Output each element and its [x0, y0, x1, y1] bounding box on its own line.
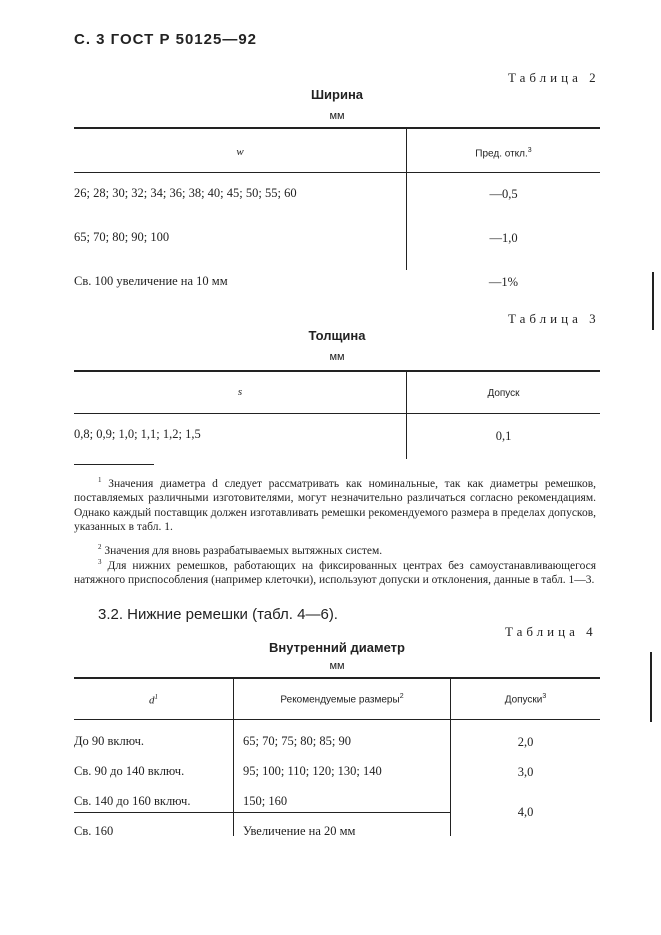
table2-header-rule: [74, 172, 600, 173]
scan-mark: [652, 272, 654, 330]
table4-row4-sizes: Увеличение на 20 мм: [243, 824, 356, 838]
section-title: 3.2. Нижние ремешки (табл. 4—6).: [98, 606, 338, 623]
table2-row2-w: 65; 70; 80; 90; 100: [74, 230, 170, 244]
table3-col-divider: [406, 371, 407, 459]
table2-row1-dev: —0,5: [489, 187, 518, 201]
table2-col-w: w: [236, 146, 244, 158]
table4-row1-d: До 90 включ.: [74, 734, 145, 748]
table2-row1-w: 26; 28; 30; 32; 34; 36; 38; 40; 45; 50; 55; 60: [74, 186, 297, 200]
table4-unit: мм: [329, 660, 345, 672]
table4-col-tol: Допуски$^3$: [504, 693, 547, 706]
table2-label: Таблица 2: [508, 70, 600, 85]
table4-row2-tol: 3,0: [517, 765, 534, 779]
table4-header-rule: [74, 719, 600, 720]
table3-col-s: s: [237, 386, 243, 398]
table4-row4-d: Св. 160: [74, 824, 114, 838]
footnote-2: $^2$ Значения для вновь разрабатываемых вытяжных систем.: [98, 543, 383, 557]
footnote-rule: [74, 464, 154, 465]
footnote-3: $^3$ Для нижних ремешков, работающих на фиксированных центрах без самоустанавливающегося натяжного приспособления (например клеточки), используют допуски и отклонения, данные в табл. 1—3.: [74, 558, 597, 587]
table4-top-rule: [74, 677, 600, 679]
scan-mark: [650, 652, 652, 722]
table2-row2-dev: —1,0: [489, 231, 518, 245]
table4-row3-d: Св. 140 до 160 включ.: [74, 794, 191, 808]
table4-col-sizes: Рекомендуемые размеры$^2$: [280, 693, 404, 706]
table4-row3-sizes: 150; 160: [243, 794, 288, 808]
table2-unit: мм: [329, 110, 345, 122]
table4-label: Таблица 4: [505, 624, 597, 639]
table2-title: Ширина: [310, 87, 364, 102]
table4-row1-tol: 2,0: [517, 735, 534, 749]
table2-row3-dev: —1%: [488, 275, 519, 289]
table3-label: Таблица 3: [508, 311, 600, 326]
table3-row1-tol: 0,1: [495, 429, 512, 443]
table3-title: Толщина: [308, 328, 366, 343]
table4-title: Внутренний диаметр: [269, 640, 405, 655]
table2-top-rule: [74, 127, 600, 129]
table2-row3-w: Св. 100 увеличение на 10 мм: [74, 274, 228, 288]
table3-col-tol: Допуск: [487, 388, 520, 399]
table2-col-dev: Пред. откл.$^3$: [475, 147, 532, 160]
table3-header-rule: [74, 413, 600, 414]
table4-row2-d: Св. 90 до 140 включ.: [74, 764, 185, 778]
table4-row3-rule: [74, 812, 450, 813]
footnote-1: $^1$ Значения диаметра d следует рассматривать как номинальные, так как диаметры ремешков, поставляемых различными изготовителями, могут незначительно различаться согласно рекомендациям. Однако каждый поставщик должен изготавливать ремешки рекомендуемого размера в пределах допусков, указанных в табл. 1.: [74, 476, 596, 534]
table4-row1-sizes: 65; 70; 75; 80; 85; 90: [243, 734, 351, 748]
table4-row2-sizes: 95; 100; 110; 120; 130; 140: [243, 764, 382, 778]
page-header: С. 3 ГОСТ Р 50125—92: [74, 31, 258, 48]
table4-col-d: $d^1$: [149, 693, 158, 707]
table3-row1-s: 0,8; 0,9; 1,0; 1,1; 1,2; 1,5: [74, 427, 201, 441]
table4-row34-tol: 4,0: [517, 805, 534, 819]
table3-top-rule: [74, 370, 600, 372]
table3-unit: мм: [329, 351, 345, 363]
